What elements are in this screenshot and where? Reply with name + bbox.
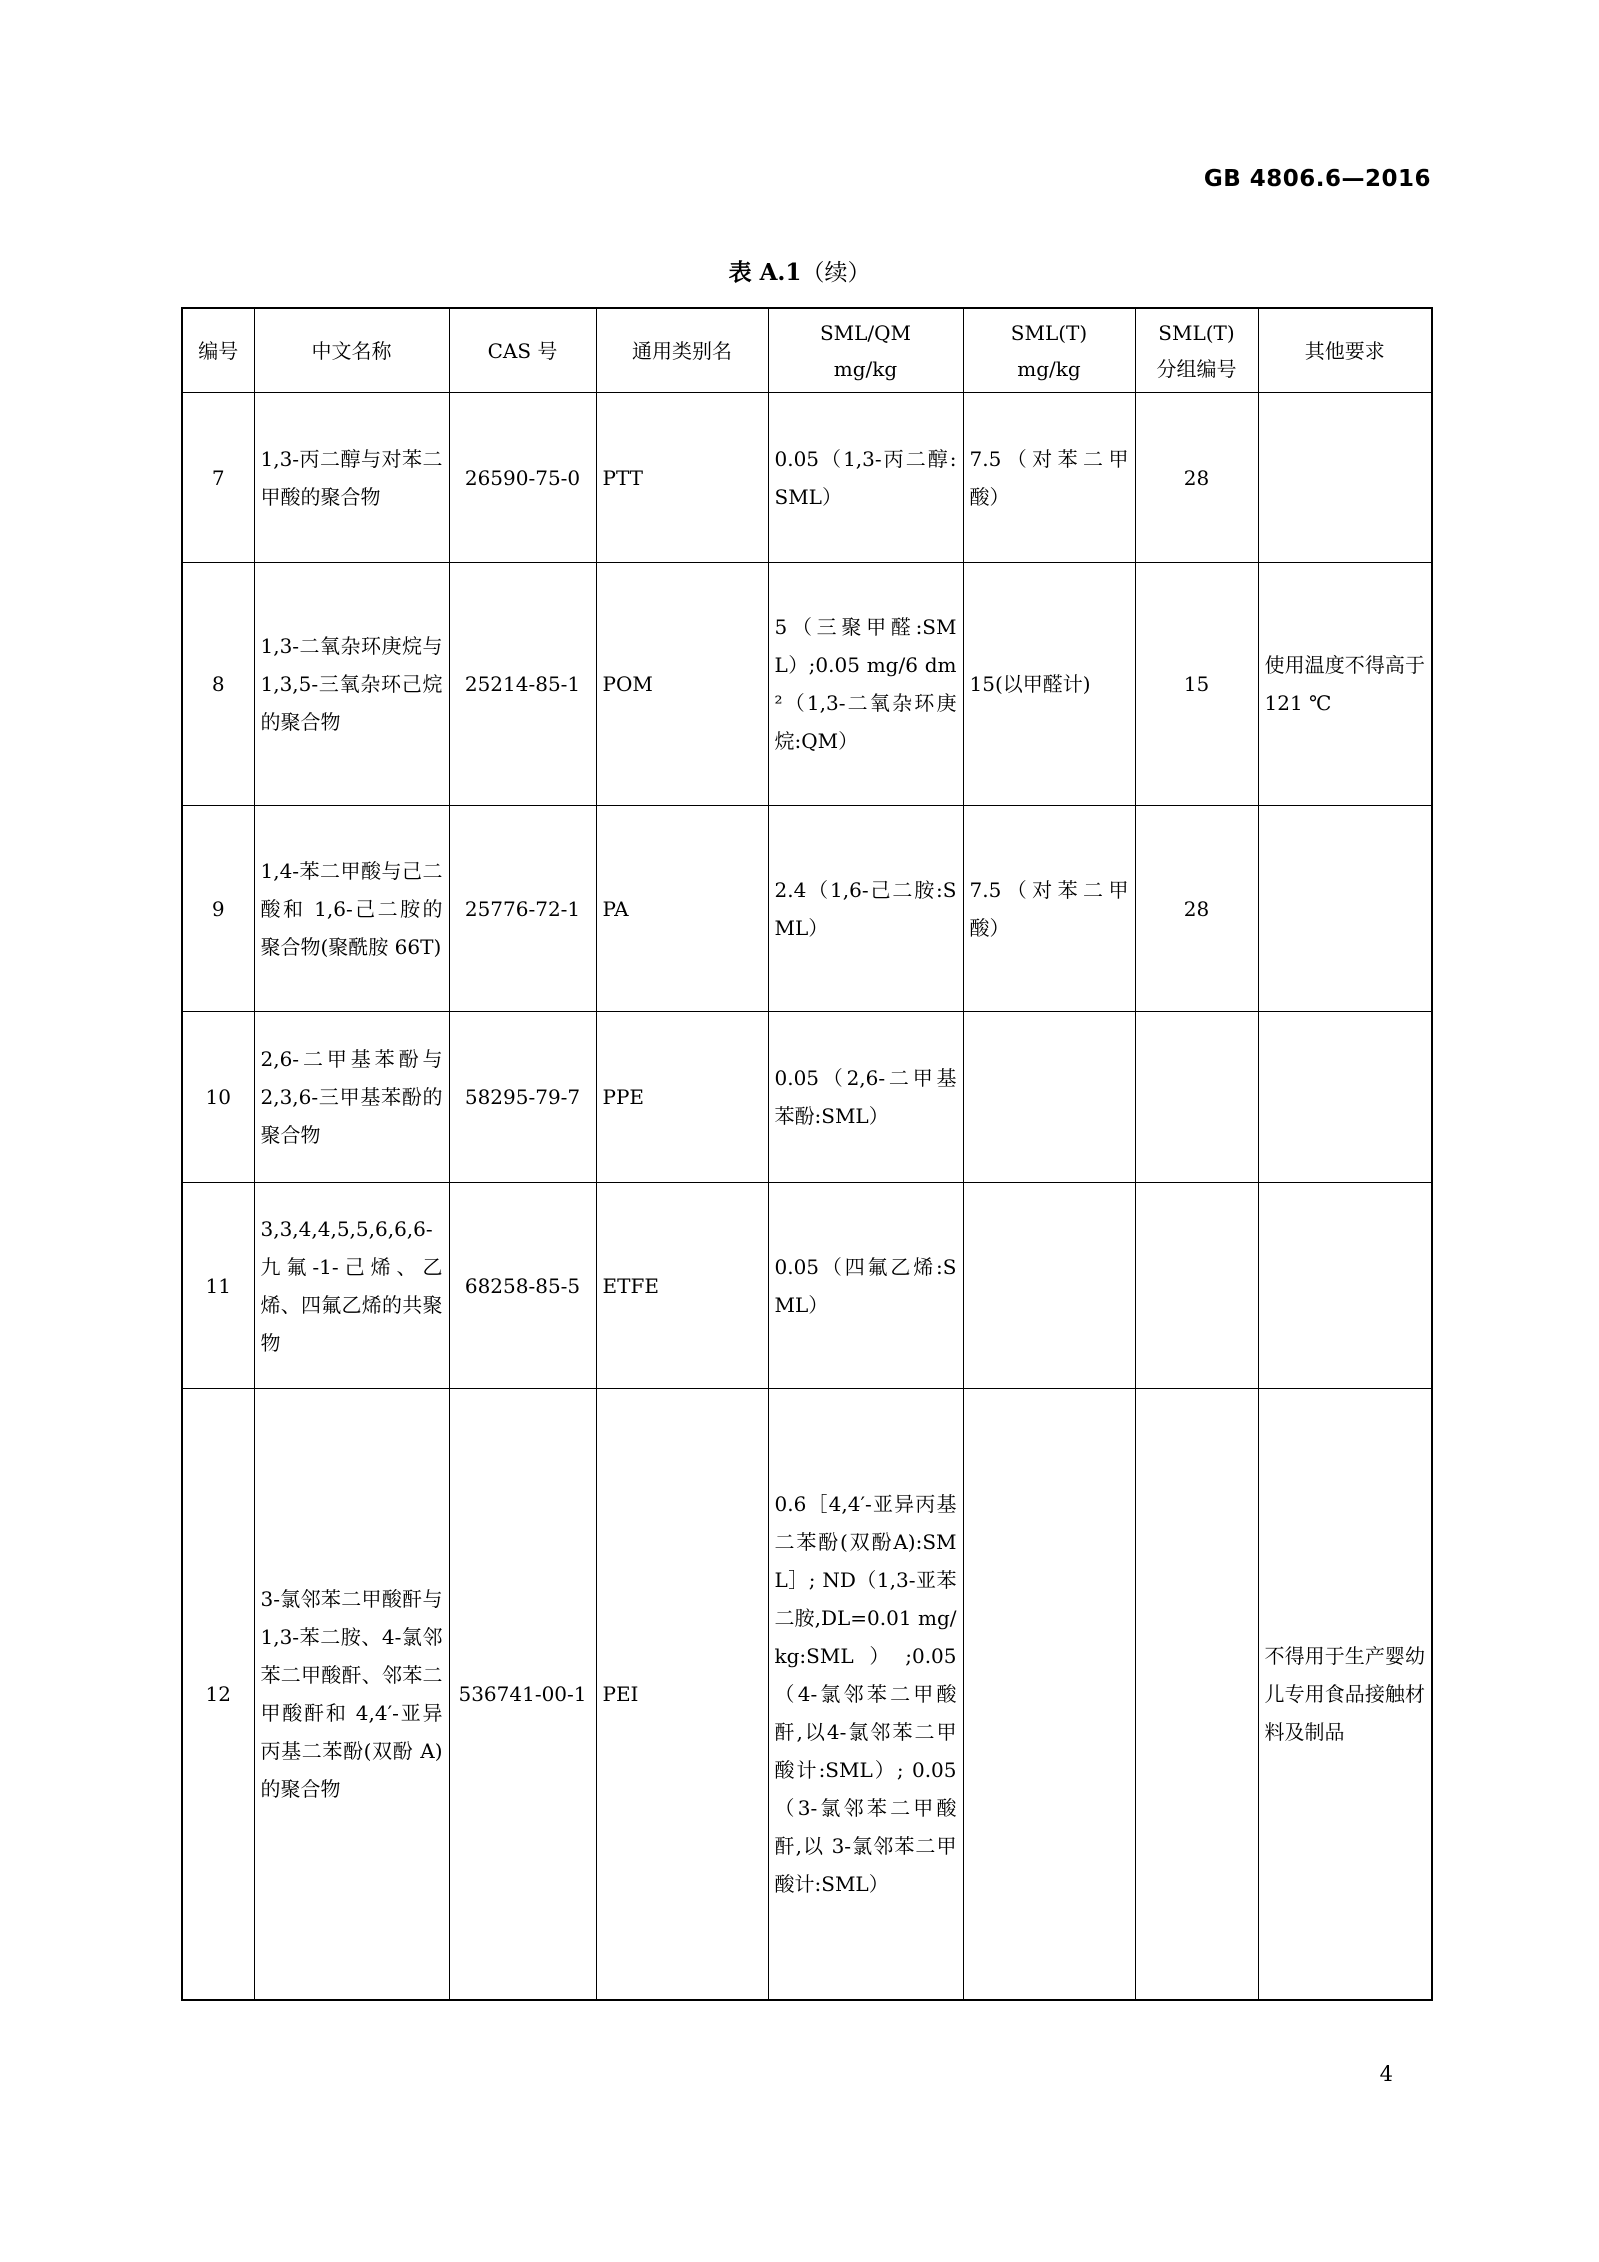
cell-name: 2,6-二甲基苯酚与 2,3,6-三甲基苯酚的聚合物 [254, 1012, 449, 1183]
page-number: 4 [1379, 2062, 1393, 2086]
cell-name: 1,4-苯二甲酸与己二酸和 1,6-己二胺的聚合物(聚酰胺 66T) [254, 806, 449, 1012]
cell-category: PTT [596, 393, 768, 563]
cell-no: 7 [182, 393, 254, 563]
col-header-cas: CAS 号 [449, 308, 596, 393]
col-header-group: SML(T) 分组编号 [1135, 308, 1258, 393]
cell-other: 不得用于生产婴幼儿专用食品接触材料及制品 [1258, 1389, 1432, 2000]
table-header-row [182, 308, 1432, 393]
col-header-sml-qm: SML/QM mg/kg [768, 308, 963, 393]
cell-no: 9 [182, 806, 254, 1012]
cell-group [1135, 1389, 1258, 2000]
cell-category: POM [596, 563, 768, 806]
table-row [182, 806, 1432, 1012]
cell-no: 8 [182, 563, 254, 806]
cell-name: 1,3-丙二醇与对苯二甲酸的聚合物 [254, 393, 449, 563]
cell-cas: 25214-85-1 [449, 563, 596, 806]
col-header-no: 编号 [182, 308, 254, 393]
table-row [182, 393, 1432, 563]
cell-cas: 25776-72-1 [449, 806, 596, 1012]
standard-code: GB 4806.6—2016 [1203, 166, 1431, 192]
cell-other [1258, 806, 1432, 1012]
cell-sml-qm: 0.05（1,3-丙二醇:SML） [768, 393, 963, 563]
col-header-name: 中文名称 [254, 308, 449, 393]
cell-sml-qm: 2.4（1,6-己二胺:SML） [768, 806, 963, 1012]
cell-sml-qm: 0.6［4,4′-亚异丙基二苯酚(双酚A):SML］; ND（1,3-亚苯二胺,DL=0.01 mg/kg:SML）;0.05（4-氯邻苯二甲酸酐,以4-氯邻苯二甲酸计:SML）; 0.05（3-氯邻苯二甲酸酐,以 3-氯邻苯二甲酸计:SML） [768, 1389, 963, 2000]
cell-sml-t [963, 1012, 1135, 1183]
cell-other [1258, 393, 1432, 563]
col-header-category: 通用类别名 [596, 308, 768, 393]
cell-sml-t: 7.5（对苯二甲酸） [963, 806, 1135, 1012]
table-row [182, 1183, 1432, 1389]
col-header-sml-t: SML(T) mg/kg [963, 308, 1135, 393]
cell-category: PPE [596, 1012, 768, 1183]
cell-other [1258, 1012, 1432, 1183]
cell-category: PEI [596, 1389, 768, 2000]
cell-sml-t [963, 1183, 1135, 1389]
col-header-other: 其他要求 [1258, 308, 1432, 393]
cell-cas: 536741-00-1 [449, 1389, 596, 2000]
cell-no: 11 [182, 1183, 254, 1389]
table-title [0, 254, 1599, 287]
substance-table [181, 307, 1433, 2001]
cell-name: 1,3-二氧杂环庚烷与 1,3,5-三氧杂环己烷的聚合物 [254, 563, 449, 806]
cell-sml-qm: 5（三聚甲醛:SML）;0.05 mg/6 dm²（1,3-二氧杂环庚烷:QM） [768, 563, 963, 806]
cell-group: 28 [1135, 806, 1258, 1012]
cell-name: 3,3,4,4,5,5,6,6,6-九氟-1-己烯、乙烯、四氟乙烯的共聚物 [254, 1183, 449, 1389]
cell-sml-qm: 0.05（2,6-二甲基苯酚:SML） [768, 1012, 963, 1183]
table-title-suffix: （续） [801, 260, 871, 286]
cell-sml-t: 7.5（对苯二甲酸） [963, 393, 1135, 563]
cell-category: ETFE [596, 1183, 768, 1389]
cell-name: 3-氯邻苯二甲酸酐与 1,3-苯二胺、4-氯邻苯二甲酸酐、邻苯二甲酸酐和 4,4′-亚异丙基二苯酚(双酚 A)的聚合物 [254, 1389, 449, 2000]
cell-cas: 68258-85-5 [449, 1183, 596, 1389]
table-title-label: 表 A.1 [728, 259, 802, 286]
cell-no: 10 [182, 1012, 254, 1183]
cell-group: 28 [1135, 393, 1258, 563]
cell-group [1135, 1183, 1258, 1389]
cell-group [1135, 1012, 1258, 1183]
cell-group: 15 [1135, 563, 1258, 806]
cell-sml-t: 15(以甲醛计) [963, 563, 1135, 806]
cell-cas: 58295-79-7 [449, 1012, 596, 1183]
cell-category: PA [596, 806, 768, 1012]
table-row [182, 1012, 1432, 1183]
cell-sml-qm: 0.05（四氟乙烯:SML） [768, 1183, 963, 1389]
cell-other: 使用温度不得高于 121 ℃ [1258, 563, 1432, 806]
cell-no: 12 [182, 1389, 254, 2000]
cell-cas: 26590-75-0 [449, 393, 596, 563]
cell-other [1258, 1183, 1432, 1389]
table-row [182, 1389, 1432, 2000]
cell-sml-t [963, 1389, 1135, 2000]
table-row [182, 563, 1432, 806]
